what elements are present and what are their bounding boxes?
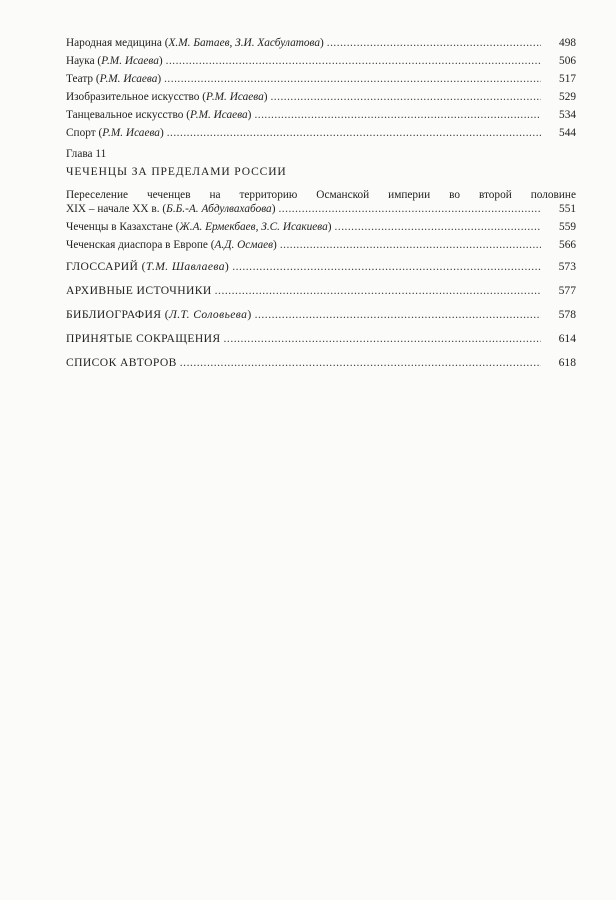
toc-section — [66, 260, 576, 284]
section-title: СПИСОК АВТОРОВ — [66, 356, 177, 369]
entry-author: Р.М. Исаева — [99, 73, 158, 85]
entry-page-number: 618 — [558, 356, 576, 369]
section-title: ПРИНЯТЫЕ СОКРАЩЕНИЯ — [66, 332, 221, 345]
toc-entry — [66, 90, 576, 108]
entry-title: Спорт (Р.М. Исаева) — [66, 127, 164, 139]
toc-entry — [66, 54, 576, 72]
dot-leader — [232, 260, 541, 274]
toc-section — [66, 332, 576, 356]
dot-leader — [167, 126, 541, 140]
entry-author: Р.М. Исаева — [102, 127, 160, 139]
entry-title: Наука (Р.М. Исаева) — [66, 55, 163, 67]
chapter-label: Глава 11 — [66, 148, 107, 160]
entry-author: Р.М. Исаева — [206, 91, 264, 103]
entry-page-number: 614 — [558, 332, 576, 345]
table-of-contents — [66, 36, 576, 380]
toc-entry — [66, 238, 576, 256]
entry-page-number: 577 — [558, 284, 576, 297]
entry-author: Ж.А. Ермекбаев, З.С. Исакиева — [179, 221, 328, 233]
entry-author: Б.Б.-А. Абдулвахабова — [166, 203, 272, 215]
dot-leader — [335, 220, 541, 234]
dot-leader — [254, 108, 541, 122]
dot-leader — [224, 332, 541, 346]
entry-page-number: 517 — [559, 73, 576, 85]
entry-page-number: 559 — [559, 221, 576, 233]
dot-leader — [255, 308, 541, 322]
dot-leader — [278, 202, 541, 216]
entry-author: Л.Т. Соловьева — [168, 308, 248, 321]
entry-author: Х.М. Батаев, З.И. Хасбулатова — [168, 37, 321, 49]
dot-leader — [166, 54, 541, 68]
entry-page-number: 551 — [559, 203, 576, 215]
entry-title: Театр (Р.М. Исаева) — [66, 73, 162, 85]
entry-title: Танцевальное искусство (Р.М. Исаева) — [66, 109, 252, 121]
dot-leader — [180, 356, 541, 370]
toc-entry-line: Переселение чеченцев на территорию Османской империи во второй половине — [66, 189, 576, 201]
entry-page-number: 573 — [558, 260, 576, 273]
toc-section — [66, 356, 576, 380]
dot-leader — [270, 90, 541, 104]
dot-leader — [164, 72, 541, 86]
section-title: АРХИВНЫЕ ИСТОЧНИКИ — [66, 284, 212, 297]
entry-author: А.Д. Осмаев — [214, 239, 274, 251]
dot-leader — [215, 284, 541, 298]
section-title: БИБЛИОГРАФИЯ (Л.Т. Соловьева) — [66, 308, 252, 321]
entry-title: Чеченцы в Казахстане (Ж.А. Ермекбаев, З.С. Исакиева) — [66, 221, 332, 233]
entry-page-number: 534 — [559, 109, 576, 121]
entry-page-number: 529 — [559, 91, 576, 103]
dot-leader — [280, 238, 541, 252]
toc-section — [66, 284, 576, 308]
entry-title: Народная медицина (Х.М. Батаев, З.И. Хасбулатова) — [66, 37, 324, 49]
entry-author: Р.М. Исаева — [190, 109, 248, 121]
toc-entry — [66, 202, 576, 220]
toc-entry — [66, 126, 576, 144]
entry-page-number: 506 — [559, 55, 576, 67]
toc-entry — [66, 220, 576, 238]
entry-page-number: 566 — [559, 239, 576, 251]
entry-page-number: 498 — [559, 37, 576, 49]
section-title: ГЛОССАРИЙ (Т.М. Шавлаева) — [66, 260, 230, 273]
toc-entry — [66, 72, 576, 90]
entry-page-number: 544 — [559, 127, 576, 139]
chapter-title: ЧЕЧЕНЦЫ ЗА ПРЕДЕЛАМИ РОССИИ — [66, 166, 287, 178]
entry-title: XIX – начале XX в. (Б.Б.-А. Абдулвахабова) — [66, 203, 276, 215]
dot-leader — [327, 36, 541, 50]
entry-title: Изобразительное искусство (Р.М. Исаева) — [66, 91, 268, 103]
toc-entry — [66, 108, 576, 126]
entry-title: Чеченская диаспора в Европе (А.Д. Осмаев) — [66, 239, 277, 251]
toc-section — [66, 308, 576, 332]
entry-page-number: 578 — [558, 308, 576, 321]
entry-author: Р.М. Исаева — [101, 55, 159, 67]
toc-entry — [66, 36, 576, 54]
entry-author: Т.М. Шавлаева — [145, 260, 225, 273]
